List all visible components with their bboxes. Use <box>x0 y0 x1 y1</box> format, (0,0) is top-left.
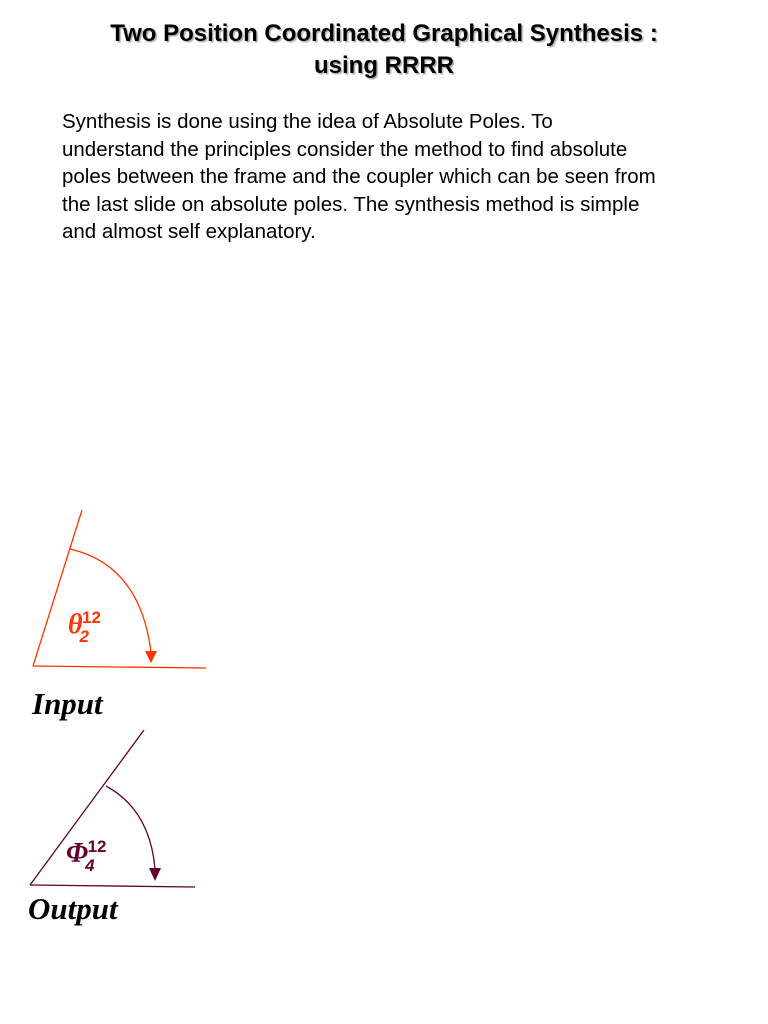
phi-superscript: 12 <box>87 837 107 856</box>
theta-subscript: 2 <box>79 627 90 646</box>
output-base-line <box>30 885 195 887</box>
paragraph-line: and almost self explanatory. <box>62 220 316 243</box>
output-arrowhead <box>149 868 161 881</box>
paragraph-line: the last slide on absolute poles. The synthesis method is simple <box>62 192 640 216</box>
paragraph-line: Synthesis is done using the idea of Absolute Poles. To <box>62 110 553 133</box>
output-caption: Output <box>28 891 118 926</box>
paragraph-line: understand the principles consider the method to find absolute <box>62 137 628 161</box>
input-arrowhead <box>145 651 157 663</box>
input-angle-figure <box>33 510 206 668</box>
input-caption: Input <box>32 686 103 721</box>
paragraph-line: poles between the frame and the coupler which can be seen from <box>62 165 656 188</box>
phi-subscript: 4 <box>85 856 95 875</box>
title-line-2: using RRRR <box>314 52 454 79</box>
input-base-line <box>33 666 206 668</box>
theta-label <box>68 608 111 646</box>
input-rotated-line <box>33 510 82 666</box>
title-line-1: Two Position Coordinated Graphical Synthesis : <box>110 20 658 47</box>
theta-symbol: θ <box>68 609 83 640</box>
phi-symbol: Φ <box>66 838 89 869</box>
phi-label <box>66 837 116 875</box>
theta-superscript: 12 <box>82 608 101 627</box>
